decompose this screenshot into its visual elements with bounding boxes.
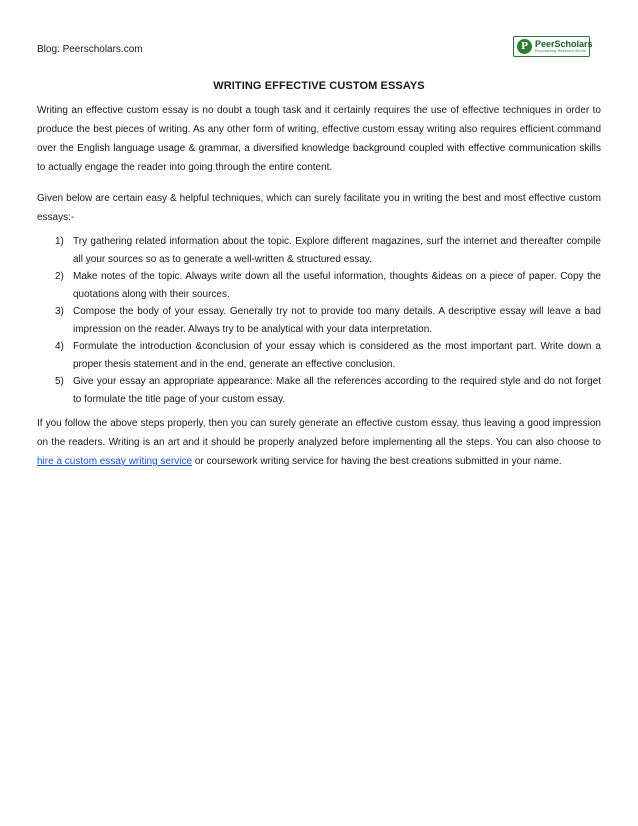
closing-paragraph <box>37 414 601 471</box>
closing-text-before: If you follow the above steps properly, then you can surely generate an effective custom essay, thus leaving a good impression on the readers. Writing is an art and it should be properly analyzed before implementing all the steps. You can also choose to <box>37 418 601 448</box>
list-item <box>37 338 601 373</box>
logo-tagline: Empowering Research Minds <box>535 48 586 53</box>
list-item-text: Make notes of the topic. Always write down all the useful information, thoughts &ideas on a piece of paper. Copy the quotations along with their sources. <box>73 271 601 300</box>
logo-mark-icon: P <box>517 39 532 54</box>
list-item <box>37 303 601 338</box>
list-item <box>37 233 601 268</box>
list-item-number: 1) <box>55 236 64 247</box>
list-item-number: 4) <box>55 341 64 352</box>
list-item <box>37 373 601 408</box>
hire-essay-service-link[interactable]: hire a custom essay writing service <box>37 456 193 467</box>
document-body <box>37 101 601 483</box>
blog-label: Blog: Peerscholars.com <box>37 44 143 55</box>
list-item-number: 5) <box>55 376 64 387</box>
lead-paragraph: Given below are certain easy & helpful techniques, which can surely facilitate you in writing the best and most effective custom essays:- <box>37 193 601 223</box>
list-item-number: 3) <box>55 306 64 317</box>
list-item-text: Try gathering related information about the topic. Explore different magazines, surf the internet and thereafter compile all your sources so as to generate a well-written & structured essay. <box>73 236 601 265</box>
technique-list <box>37 233 601 408</box>
list-item-text: Give your essay an appropriate appearance: Make all the references according to the required style and do not forget to formulate the title page of your custom essay. <box>73 376 601 405</box>
list-item-number: 2) <box>55 271 64 282</box>
list-item-text: Compose the body of your essay. Generally try not to provide too many details. A descriptive essay will leave a bad impression on the reader. Always try to be analytical with your data interpretation. <box>73 306 601 335</box>
closing-text-after: or coursework writing service for having the best creations submitted in your name. <box>192 456 562 467</box>
intro-paragraph: Writing an effective custom essay is no doubt a tough task and it certainly requires the use of effective techniques in order to produce the best pieces of writing. As any other form of writing, effective custom essay writing also requires efficient command over the English language usage & grammar, a diversified knowledge background coupled with effective communication skills to actually engage the reader into going through the entire content. <box>37 105 601 173</box>
document-title: WRITING EFFECTIVE CUSTOM ESSAYS <box>213 80 425 92</box>
list-item-text: Formulate the introduction &conclusion of your essay which is considered as the most important part. Write down a proper thesis statement and in the end, generate an effective conclusion. <box>73 341 601 370</box>
list-item <box>37 268 601 303</box>
peerscholars-logo <box>513 36 593 57</box>
logo-name: PeerScholars <box>535 38 593 49</box>
logo-text <box>535 40 593 54</box>
